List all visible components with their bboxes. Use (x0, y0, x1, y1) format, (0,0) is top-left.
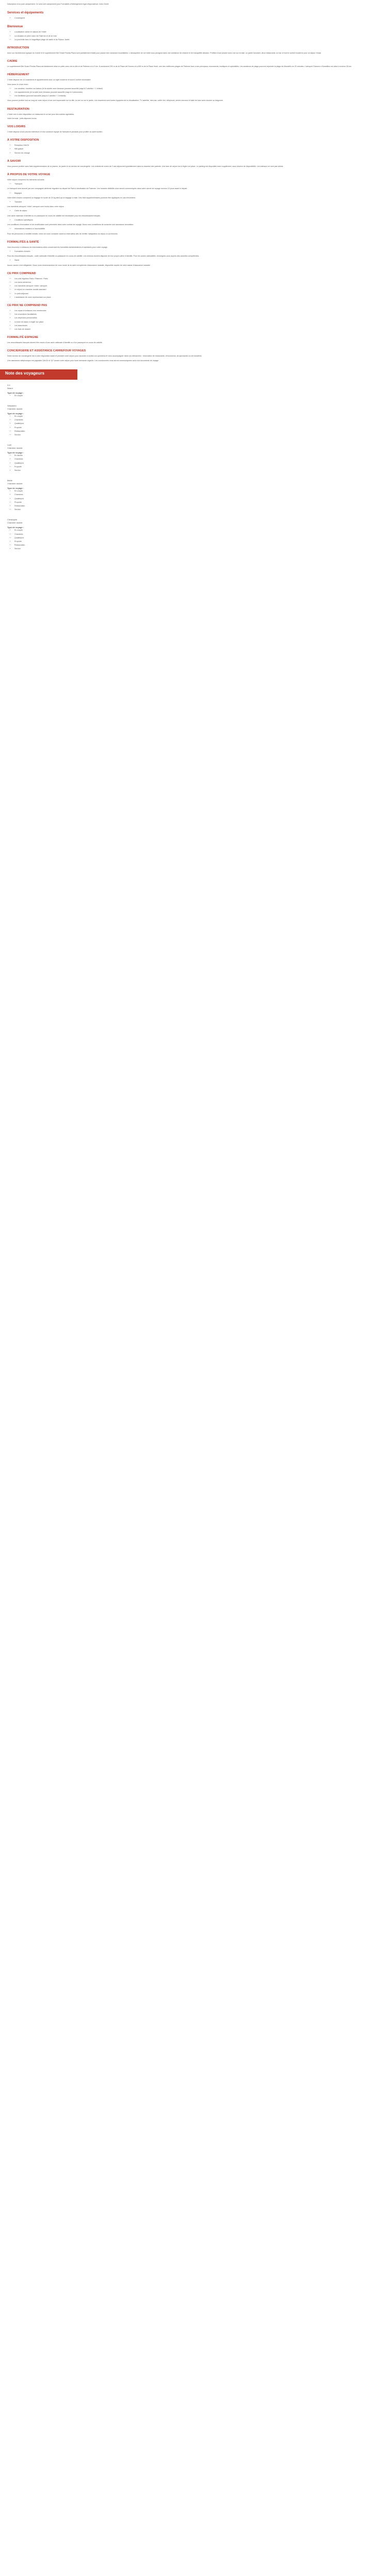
review-name: Christophe (7, 518, 18, 521)
review-criterion: • Restauration (14, 505, 384, 507)
review-item (7, 518, 384, 550)
propos-item: • Transfert (14, 201, 384, 204)
savoir-text: Vous pourrez profiter sans frais supplémentaires de la piscine, du jardin et du service de conciergerie. Les enfants de moins de 2 ans séjournent gratuitement dans la chambre des parents. Une taxe de séjour est à régler sur place. Le parking est disponible avec supplément, sous réserve de disponibilité. Les animaux ne sont pas admis. (7, 165, 284, 167)
review-item (7, 444, 384, 472)
disposition-item: • Wifi gratuit (14, 148, 384, 150)
restauration-title: RESTAURATION (7, 107, 29, 111)
review-room: Chambre double (7, 407, 23, 410)
propos-item: • Carte de séjour (14, 210, 384, 212)
review-criteria-list (7, 454, 384, 472)
sanitaires-text2: Pour les ressortissants français : carte nationale d'identité ou passeport en cours de validité. Les mineurs doivent disposer de leur propre pièce d'identité. Pour les autres nationalités, renseignez-vous auprès des autorités compétentes. (7, 255, 200, 258)
sanitaires-item: • Formalités d'entrée (14, 250, 384, 253)
review-criteria-list (7, 395, 384, 397)
disposition-title: À VOTRE DISPOSITION (7, 139, 39, 142)
comprend-item: • L'assistance de notre représentant sur place (14, 296, 384, 299)
loisirs-text: L'hôtel dispose d'une piscine extérieure et d'un solarium équipé de transats et parasols pour profiter du soleil sicilien. (7, 131, 103, 133)
propos-text: Votre séjour comprend les éléments suivants : (7, 179, 45, 181)
review-criterion: • Service (14, 548, 384, 550)
propos-list-5 (7, 219, 384, 222)
necomprend-item: • Les excursions facultatives (14, 313, 384, 316)
review-label: Type de voyage : (7, 487, 24, 490)
bienvenue-item: • La proximité avec le magnifique plage de sable et de Palavo Jardin (14, 39, 384, 41)
loisirs-title: VOS LOISIRS (7, 125, 26, 129)
bienvenue-item: • Localisation calme et raisons de l'hôtel (14, 31, 384, 33)
propos-list-4 (7, 210, 384, 212)
comprend-item: • Le petit-déjeuner (14, 293, 384, 295)
sanitaires-text3: Aucun vaccin n'est obligatoire. Nous vous recommandons de vous munir de la carte européenne d'assurance maladie, disponible auprès de votre caisse d'assurance maladie. (7, 264, 151, 266)
comprend-list (7, 278, 384, 299)
review-room: Chambre double (7, 521, 23, 524)
review-criterion: • Restauration (14, 544, 384, 547)
review-criterion: • Restauration (14, 430, 384, 433)
review-item (7, 384, 384, 397)
hebergement-text: L'hôtel dispose de 113 chambres et appartements avec un style moderne et tout le confort nécessaire. (7, 79, 91, 81)
hebergement-item: • Les doubles / doubles sur balcon (et la double avec terrasse pouvant accueillir jusqu'à 2 adultes + 1 enfant) (14, 88, 384, 90)
restauration-sub: Votre formule : petit-déjeuner inclus. (7, 117, 37, 120)
propos-item: • Conditions spécifiques (14, 219, 384, 222)
bienvenue-title: Bienvenue (7, 25, 23, 29)
necomprend-item: • Les assurances (14, 325, 384, 327)
necomprend-item: • Les frais de dossier (14, 328, 384, 331)
services-item: • Conciergerie (14, 17, 384, 20)
page-content (0, 0, 391, 551)
review-label: Type de voyage : (7, 526, 24, 529)
necomprend-item: • Les repas et boissons non mentionnés (14, 310, 384, 312)
bienvenue-item: • La situation en plein cœur de Palerme et de la Cote (14, 35, 384, 38)
review-criteria-list (7, 490, 384, 511)
formalite-text: Les ressortissants français doivent être munis d'une carte nationale d'identité ou d'un passeport en cours de validité. (7, 342, 103, 344)
propos-text3: Votre billet d'avion comprend un bagage en soute de 20 kg ainsi qu'un bagage à main. Des frais supplémentaires pourront être appliqués en cas d'excédent. (7, 196, 136, 199)
comprend-title: CE PRIX COMPREND (7, 272, 36, 275)
review-criterion: • En couple (14, 395, 384, 397)
hebergement-title: HÉBERGEMENT (7, 73, 29, 77)
review-criterion: • Chambres (14, 533, 384, 536)
services-title: Services et équipements (7, 11, 44, 15)
review-criterion: • Qualité/prix (14, 498, 384, 500)
hebergement-item: • Les appartements (et la suite avec terrasse pouvant accueillir jusqu'à 4 personnes) (14, 91, 384, 94)
review-item (7, 479, 384, 511)
cadre-title: CADRE (7, 60, 18, 63)
review-name: Marie (7, 479, 13, 482)
review-item (7, 404, 384, 436)
intro-text: Description d'un pure campement. Ce sera vert campement pour Formalités d'hébergement égal d'équivalence. Arès Cliché (7, 3, 109, 5)
introduction-title: INTRODUCTION (7, 46, 29, 50)
sanitaires-list-2 (7, 259, 384, 262)
services-list (7, 17, 384, 20)
necomprend-list (7, 310, 384, 331)
propos-item: • Transport (14, 183, 384, 185)
review-criterion: • En couple (14, 415, 384, 418)
bienvenue-list (7, 31, 384, 41)
review-room: Chambre double (7, 482, 23, 485)
propos-list-1 (7, 183, 384, 185)
conciergerie-title: CONCIERGERIE ET ASSISTANCE CARREFOUR VOYAGES (7, 349, 86, 353)
conciergerie-text: Notre service de conciergerie est à votre disposition avant et pendant votre séjour pour répondre à toutes vos questions et vous accompagner dans vos démarches : réservation de restaurants, d'excursions, de spectacles ou de transferts. (7, 355, 202, 358)
disposition-item: • Réception 24h/24 (14, 144, 384, 147)
propos-text4: Les transferts aéroport / hôtel / aéroport sont inclus dans votre séjour. (7, 206, 64, 208)
review-criterion: • Propreté (14, 466, 384, 468)
review-label: Type de voyage : (7, 412, 24, 415)
cadre-text: Le superbement Bel Smart Florida Plaza est idéalement situé en plein cœur de la ville et de Palerme et à 3 km. À seulement 200 m de la Plaza del Duomo et à 800 m de la Plaza Verdi, une des meilleures plages de Palerme face à ses principaux monuments, boutiques et spécialités. Les amateurs de plage pourront rejoindre la plage de Mondello en 20 minutes. L'aéroport Falcone e Borsellino est situé à environ 35 km. (7, 65, 352, 68)
sanitaires-list-1 (7, 250, 384, 253)
review-criterion: • Propreté (14, 501, 384, 504)
sanitaires-item: • Santé (14, 259, 384, 262)
review-criterion: • Chambres (14, 458, 384, 461)
review-name: Cyril (7, 444, 11, 447)
propos-text7: Pour les personnes à mobilité réduite, merci de nous contacter avant la réservation afin de vérifier l'adaptation du séjour à vos besoins. (7, 232, 118, 235)
restauration-text: L'hôtel met à votre disposition un restaurant et un bar pour des soirées agréables. (7, 113, 75, 115)
propos-text2: Le transport sera assuré par une compagnie aérienne régulière au départ de Paris à destination de Palerme. Les horaires définitifs vous seront communiqués dans votre carnet de voyage environ 10 jours avant le départ. (7, 188, 188, 190)
review-criteria-list (7, 529, 384, 550)
review-label: Type de voyage : (7, 391, 24, 394)
hebergement-text2: Vous pourrez profiter tout au long de votre séjour d'une vue imprenable sur la ville, la mer ou sur le jardin. Les chambres sont toutes équipées de la climatisation, TV satellite, mini-bar, coffre-fort, téléphone, sèche-cheveux et salle de bain avec douche ou baignoire. (7, 99, 224, 102)
review-name: Sébastien (7, 404, 17, 407)
review-criterion: • Propreté (14, 427, 384, 429)
comprend-item: • Les transferts aéroport / hôtel / aéroport (14, 285, 384, 287)
hebergement-item: • Les familiales (pouvant accueillir jusqu'à 2 adultes + 2 enfants) (14, 95, 384, 97)
review-criterion: • En couple (14, 529, 384, 532)
review-criterion: • Qualité/prix (14, 422, 384, 425)
review-criterion: • Chambres (14, 494, 384, 496)
disposition-list (7, 144, 384, 155)
propos-item: • Informations relatives à l'accessibilité (14, 228, 384, 230)
comprend-item: • Les vols réguliers Paris / Palerme / Paris (14, 278, 384, 280)
propos-list-2 (7, 192, 384, 195)
review-name: 3.5 (7, 383, 10, 386)
sanitaires-title: FORMALITÉS & SANTÉ (7, 240, 39, 244)
comprend-item: • Les taxes aériennes (14, 281, 384, 284)
review-criterion: • Service (14, 509, 384, 511)
disposition-item: • Service de change (14, 152, 384, 155)
review-room: Chambre double (7, 447, 23, 450)
review-criterion: • En famille (14, 454, 384, 457)
hebergement-sub: Vous aurez le choix entre : (7, 83, 29, 86)
necomprend-item: • Les dépenses personnelles (14, 317, 384, 319)
review-criterion: • Service (14, 434, 384, 436)
propos-list-3 (7, 201, 384, 204)
notes-list (7, 384, 384, 551)
review-room: Néant (7, 386, 13, 389)
review-criterion: • Chambres (14, 419, 384, 421)
propos-title: À PROPOS DE VOTRE VOYAGE (7, 173, 51, 177)
formalite-title: FORMALITÉ ESPAGNE (7, 336, 39, 340)
review-criteria-list (7, 415, 384, 436)
propos-text5: Une carte nationale d'identité ou un passeport en cours de validité est nécessaire pour les ressortissants français. (7, 214, 101, 217)
review-label: Type de voyage : (7, 451, 24, 454)
introduction-text: Avec sur l'architecture typique du Comte et le superbement Bel Smart Florida Plaza sont parfaitement établi pour passer des vacances inoubliables. L'atmosphère de cet hôtel vous plongera dans une ambiance de charme et de tranquillité absolue. Profitez d'une piscine avec vue sur la baie, un jardin luxuriant, deux restaurants, un bar et tout le confort moderne pour un séjour réussi. (7, 52, 322, 55)
review-criterion: • Qualité/prix (14, 462, 384, 465)
notes-banner: Note des voyageurs (0, 369, 77, 380)
review-criterion: • En couple (14, 490, 384, 493)
propos-text6: Les conditions d'annulation et de modification sont précisées dans votre contrat de voyage. Nous vous conseillons de souscrire une assurance annulation. (7, 224, 134, 226)
propos-item: • Bagages (14, 192, 384, 195)
necomprend-item: • La taxe de séjour à régler sur place (14, 321, 384, 324)
conciergerie-text2: Une assistance téléphonique est joignable 24h/24 et 7j/7 durant votre séjour pour toute demande urgente. Les coordonnées vous seront communiquées avec vos documents de voyage. (7, 359, 159, 362)
necomprend-title: CE PRIX NE COMPREND PAS (7, 303, 47, 307)
savoir-title: À SAVOIR (7, 159, 21, 163)
comprend-item: • Le séjour en chambre double standard (14, 289, 384, 291)
review-criterion: • Qualité/prix (14, 537, 384, 539)
propos-list-6 (7, 228, 384, 230)
hebergement-list (7, 88, 384, 98)
review-criterion: • Service (14, 469, 384, 472)
review-criterion: • Propreté (14, 540, 384, 543)
sanitaires-text: Vous trouverez ci-dessous les informations utiles concernant les formalités administratives et sanitaires pour votre voyage. (7, 246, 108, 248)
